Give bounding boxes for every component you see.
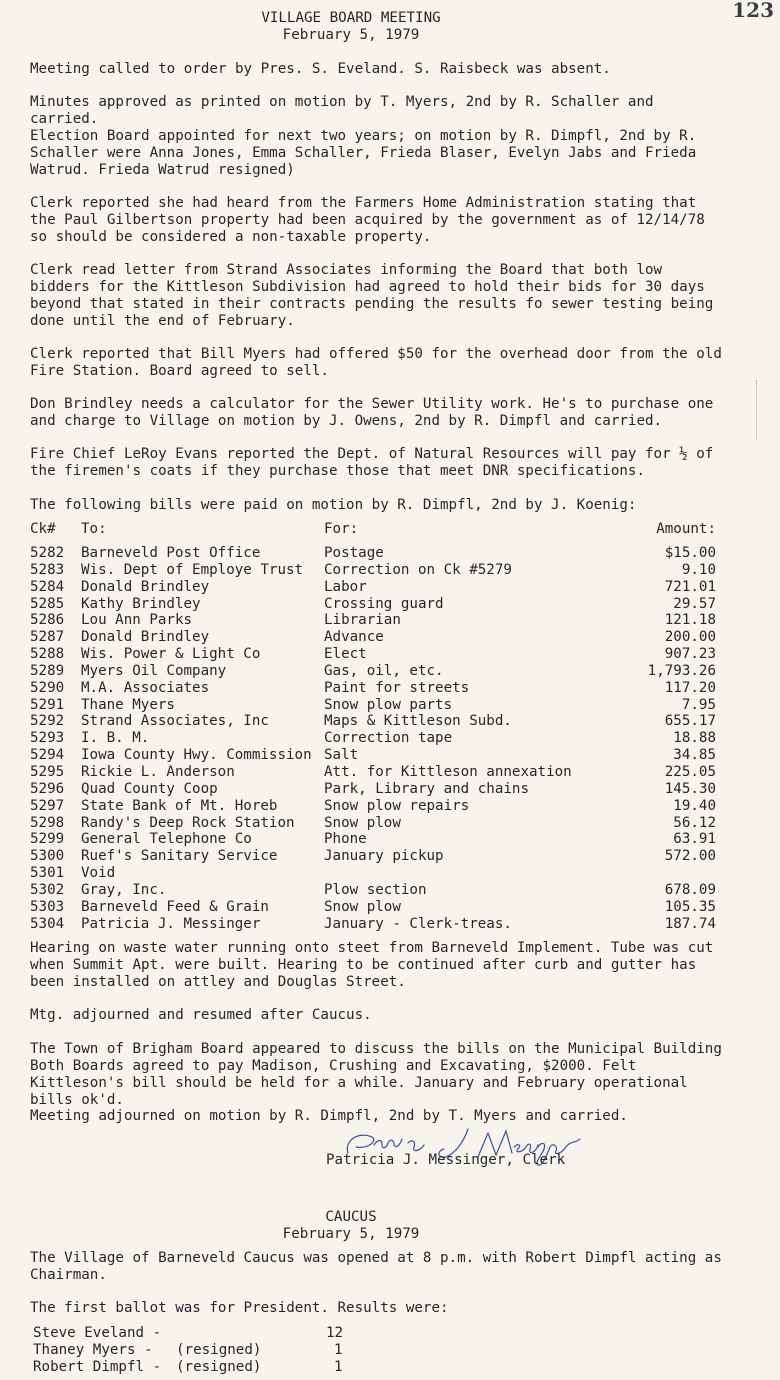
- bill-purpose: Gas, oil, etc.: [324, 662, 444, 679]
- header-for: For:: [324, 521, 359, 537]
- table-row: [30, 629, 720, 646]
- bill-amount: 7.95: [681, 696, 716, 713]
- table-row: [30, 579, 720, 596]
- bill-purpose: Correction on Ck #5279: [324, 561, 512, 578]
- bill-payee: Patricia J. Messinger: [81, 915, 261, 932]
- table-row: [30, 815, 720, 832]
- table-row: [30, 899, 720, 916]
- candidate-votes: 1: [334, 1359, 343, 1375]
- bill-purpose: Advance: [324, 629, 384, 646]
- bill-payee: Myers Oil Company: [81, 662, 227, 679]
- table-row: [30, 646, 720, 663]
- bill-ck: 5285: [30, 595, 65, 612]
- candidate-note: (resigned): [176, 1342, 262, 1358]
- meeting-title: VILLAGE BOARD MEETING: [261, 10, 441, 26]
- list-item: [33, 1325, 433, 1342]
- paragraph-fire-coats: Fire Chief LeRoy Evans reported the Dept. of Natural Resources will pay for ½ of the firemen's coats if they purchase those that meet DNR specifications.: [30, 446, 714, 479]
- candidate-name: Steve Eveland -: [33, 1325, 162, 1341]
- bill-ck: 5294: [30, 747, 65, 764]
- bill-ck: 5302: [30, 881, 65, 898]
- table-row: [30, 865, 720, 882]
- bill-amount: 678.09: [664, 881, 716, 898]
- bill-amount: 1,793.26: [647, 662, 716, 679]
- bill-purpose: Correction tape: [324, 730, 453, 747]
- bill-purpose: Snow plow: [324, 814, 401, 831]
- bill-amount: 225.05: [664, 763, 716, 780]
- bill-payee: Thane Myers: [81, 696, 175, 713]
- bill-payee: Barneveld Feed & Grain: [81, 898, 269, 915]
- bill-payee: State Bank of Mt. Horeb: [81, 797, 278, 814]
- table-row: [30, 764, 720, 781]
- bill-ck: 5284: [30, 578, 65, 595]
- bill-payee: Quad County Coop: [81, 780, 218, 797]
- bill-payee: Wis. Power & Light Co: [81, 646, 261, 663]
- bill-payee: Ruef's Sanitary Service: [81, 848, 278, 865]
- bill-purpose: Phone: [324, 831, 367, 848]
- bill-payee: Gray, Inc.: [81, 881, 167, 898]
- bill-purpose: Att. for Kittleson annexation: [324, 763, 572, 780]
- paragraph-caucus-intro: The Village of Barneveld Caucus was opened at 8 p.m. with Robert Dimpfl acting as Chairman.: [30, 1250, 722, 1283]
- bill-payee: I. B. M.: [81, 730, 150, 747]
- bill-purpose: Maps & Kittleson Subd.: [324, 713, 512, 730]
- bills-table: [30, 545, 720, 932]
- bill-payee: Randy's Deep Rock Station: [81, 814, 295, 831]
- bill-amount: 56.12: [673, 814, 716, 831]
- paragraph-minutes: Minutes approved as printed on motion by T. Myers, 2nd by R. Schaller and carried.: [30, 94, 654, 127]
- bill-amount: 907.23: [664, 646, 716, 663]
- bill-amount: 200.00: [664, 629, 716, 646]
- bill-payee: Strand Associates, Inc: [81, 713, 269, 730]
- bill-amount: 117.20: [664, 679, 716, 696]
- header-ck: Ck#: [30, 521, 56, 537]
- candidate-votes: 1: [334, 1342, 343, 1358]
- paragraph-brigham-board: The Town of Brigham Board appeared to discuss the bills on the Municipal Building Both Boards agreed to pay Madison, Crushing and Excavating, $2000. Felt Kittleson's bill should be held for a while. January and February operational bills ok'd.: [30, 1041, 722, 1108]
- table-row: [30, 697, 720, 714]
- bill-amount: 34.85: [673, 747, 716, 764]
- paragraph-ballot-intro: The first ballot was for President. Results were:: [30, 1300, 449, 1316]
- bill-ck: 5290: [30, 679, 65, 696]
- bill-amount: 721.01: [664, 578, 716, 595]
- bill-payee: General Telephone Co: [81, 831, 252, 848]
- bill-amount: 655.17: [664, 713, 716, 730]
- bill-purpose: January pickup: [324, 848, 444, 865]
- paragraph-fmha-property: Clerk reported she had heard from the Farmers Home Administration stating that the Paul Gilbertson property had been acquired by the government as of 12/14/78 so should be considered a non-taxable property.: [30, 195, 705, 245]
- bill-ck: 5299: [30, 831, 65, 848]
- bill-payee: Iowa County Hwy. Commission: [81, 747, 312, 764]
- table-row: [30, 730, 720, 747]
- paragraph-adjourned-resumed: Mtg. adjourned and resumed after Caucus.: [30, 1007, 372, 1023]
- bill-ck: 5293: [30, 730, 65, 747]
- bill-ck: 5296: [30, 780, 65, 797]
- paragraph-overhead-door: Clerk reported that Bill Myers had offered $50 for the overhead door from the old Fire Station. Board agreed to sell.: [30, 346, 722, 379]
- bill-ck: 5297: [30, 797, 65, 814]
- bill-payee: Barneveld Post Office: [81, 545, 261, 561]
- caucus-title: CAUCUS: [325, 1209, 377, 1225]
- bill-amount: 29.57: [673, 595, 716, 612]
- candidate-name: Thaney Myers -: [33, 1342, 153, 1358]
- bill-payee: M.A. Associates: [81, 679, 210, 696]
- table-row: [30, 798, 720, 815]
- bill-amount: 572.00: [664, 848, 716, 865]
- bill-ck: 5289: [30, 662, 65, 679]
- bill-amount: 19.40: [673, 797, 716, 814]
- bill-ck: 5282: [30, 545, 65, 561]
- bill-ck: 5298: [30, 814, 65, 831]
- bill-purpose: Labor: [324, 578, 367, 595]
- bill-purpose: Snow plow parts: [324, 696, 453, 713]
- bill-payee: Void: [81, 865, 116, 882]
- page-number: 123: [732, 0, 774, 22]
- bill-ck: 5292: [30, 713, 65, 730]
- bill-ck: 5287: [30, 629, 65, 646]
- table-row: [30, 680, 720, 697]
- table-row: [30, 562, 720, 579]
- table-row: [30, 831, 720, 848]
- list-item: [33, 1359, 433, 1376]
- candidate-votes: 12: [326, 1325, 344, 1341]
- bill-ck: 5283: [30, 561, 65, 578]
- bill-payee: Donald Brindley: [81, 578, 210, 595]
- bill-purpose: Snow plow: [324, 898, 401, 915]
- paragraph-meeting-adjourned: Meeting adjourned on motion by R. Dimpfl, 2nd by T. Myers and carried.: [30, 1108, 628, 1124]
- meeting-date: February 5, 1979: [282, 27, 420, 43]
- table-row: [30, 848, 720, 865]
- paragraph-calculator: Don Brindley needs a calculator for the Sewer Utility work. He's to purchase one and charge to Village on motion by J. Owens, 2nd by R. Dimpfl and carried.: [30, 396, 714, 429]
- paragraph-call-to-order: Meeting called to order by Pres. S. Eveland. S. Raisbeck was absent.: [30, 61, 611, 77]
- margin-mark: [756, 380, 760, 440]
- bill-amount: 9.10: [681, 561, 716, 578]
- bill-ck: 5291: [30, 696, 65, 713]
- table-row: [30, 713, 720, 730]
- table-row: [30, 663, 720, 680]
- paragraph-bills-intro: The following bills were paid on motion by R. Dimpfl, 2nd by J. Koenig:: [30, 497, 637, 513]
- bill-amount: 187.74: [664, 915, 716, 932]
- bill-purpose: Librarian: [324, 612, 401, 629]
- bill-purpose: Park, Library and chains: [324, 780, 529, 797]
- bill-amount: 121.18: [664, 612, 716, 629]
- header-amount: Amount:: [656, 521, 716, 537]
- bill-amount: 145.30: [664, 780, 716, 797]
- bill-payee: Wis. Dept of Employe Trust: [81, 561, 304, 578]
- candidate-note: (resigned): [176, 1359, 262, 1375]
- table-row: [30, 781, 720, 798]
- table-row: [30, 596, 720, 613]
- bill-payee: Lou Ann Parks: [81, 612, 193, 629]
- bill-ck: 5301: [30, 865, 65, 882]
- bill-purpose: Snow plow repairs: [324, 797, 470, 814]
- bill-payee: Rickie L. Anderson: [81, 763, 235, 780]
- bill-ck: 5300: [30, 848, 65, 865]
- table-row: [30, 882, 720, 899]
- bill-purpose: Elect: [324, 646, 367, 663]
- header-to: To:: [81, 521, 107, 537]
- bill-purpose: Plow section: [324, 881, 427, 898]
- bill-ck: 5295: [30, 763, 65, 780]
- bill-purpose: Postage: [324, 545, 384, 561]
- table-row: [30, 545, 720, 562]
- bill-purpose: Salt: [324, 747, 359, 764]
- bill-ck: 5303: [30, 898, 65, 915]
- paragraph-election-board: Election Board appointed for next two years; on motion by R. Dimpfl, 2nd by R. Schaller were Anna Jones, Emma Schaller, Frieda Blaser, Evelyn Jabs and Frieda Watrud. Frieda Watrud resigned): [30, 128, 697, 178]
- bill-purpose: Paint for streets: [324, 679, 470, 696]
- bill-payee: Kathy Brindley: [81, 595, 201, 612]
- paragraph-waste-water: Hearing on waste water running onto steet from Barneveld Implement. Tube was cut when Summit Apt. were built. Hearing to be continued after curb and gutter has been installed on attley and Douglas Street.: [30, 940, 714, 990]
- list-item: [33, 1342, 433, 1359]
- bill-amount: 63.91: [673, 831, 716, 848]
- bill-amount: 18.88: [673, 730, 716, 747]
- bill-purpose: January - Clerk-treas.: [324, 915, 512, 932]
- bill-purpose: Crossing guard: [324, 595, 444, 612]
- typed-signature: Patricia J. Messinger, Clerk: [326, 1152, 566, 1168]
- paragraph-strand-letter: Clerk read letter from Strand Associates informing the Board that both low bidders for the Kittleson Subdivision had agreed to hold their bids for 30 days beyond that stated in their contracts pending the results fo sewer testing being done until the end of February.: [30, 262, 714, 329]
- bill-ck: 5286: [30, 612, 65, 629]
- bill-amount: $15.00: [664, 545, 716, 561]
- table-row: [30, 747, 720, 764]
- bills-header-row: [30, 521, 720, 538]
- bill-ck: 5288: [30, 646, 65, 663]
- caucus-date: February 5, 1979: [282, 1226, 420, 1242]
- candidate-name: Robert Dimpfl -: [33, 1359, 162, 1375]
- bill-payee: Donald Brindley: [81, 629, 210, 646]
- table-row: [30, 916, 720, 933]
- bill-ck: 5304: [30, 915, 65, 932]
- bill-amount: 105.35: [664, 898, 716, 915]
- table-row: [30, 612, 720, 629]
